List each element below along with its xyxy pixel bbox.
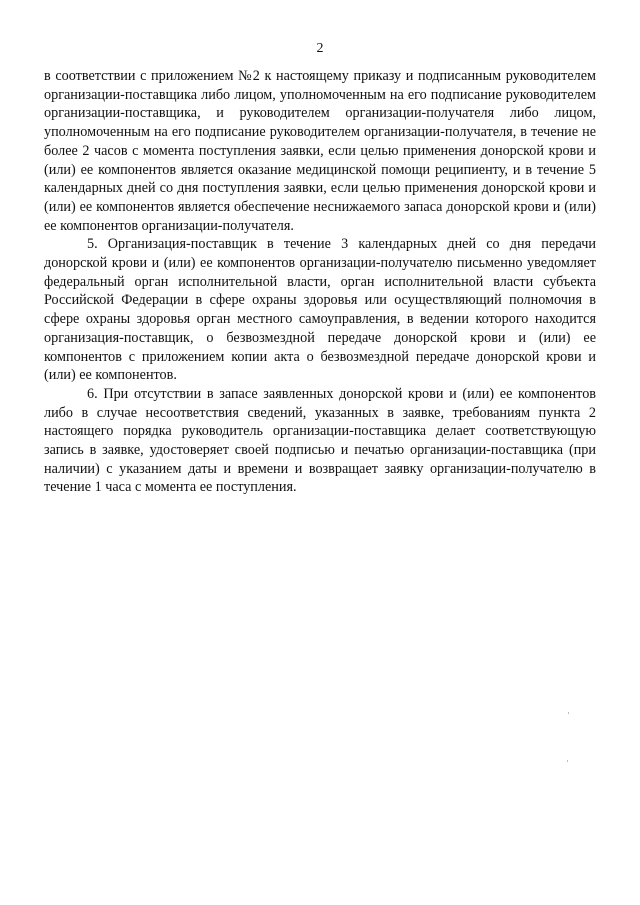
scan-speck xyxy=(567,760,568,762)
document-body xyxy=(44,67,596,497)
scan-speck xyxy=(568,712,569,714)
paragraph-item-5: 5. Организация-поставщик в течение 3 календарных дней со дня передачи донорской крови и (или) ее компонентов организации-получателю письменно уведомляет федеральный орган исполнительной власти, орган исполнительной власти субъекта Российской Федерации в сфере охраны здоровья или осуществляющий полномочия в сфере охраны здоровья орган местного самоуправления, в ведении которого находится организация-поставщик, о безвозмездной передаче донорской крови и (или) ее компонентов с приложением копии акта о безвозмездной передаче донорской крови и (или) ее компонентов. xyxy=(44,236,596,384)
page-number: 2 xyxy=(316,41,324,56)
paragraph-continuation: в соответствии с приложением №2 к настоящему приказу и подписанным руководителем организации-поставщика либо лицом, уполномоченным на его подписание руководителем организации-поставщика, и руководителем организации-получателя либо лицом, уполномоченным на его подписание руководителем организации-получателя, в течение не более 2 часов с момента поступления заявки, если целью применения донорской крови и (или) ее компонентов является оказание медицинской помощи реципиенту, и в течение 5 календарных дней со дня поступления заявки, если целью применения донорской крови и (или) ее компонентов является обеспечение неснижаемого запаса донорской крови и (или) ее компонентов организации-получателя. xyxy=(44,68,596,234)
paragraph-item-6: 6. При отсутствии в запасе заявленных донорской крови и (или) ее компонентов либо в случае несоответствия сведений, указанных в заявке, требованиям пункта 2 настоящего порядка руководитель организации-поставщика делает соответствующую запись в заявке, удостоверяет своей подписью и печатью организации-поставщика (при наличии) с указанием даты и времени и возвращает заявку организации-получателю в течение 1 часа с момента ее поступления. xyxy=(44,385,596,496)
